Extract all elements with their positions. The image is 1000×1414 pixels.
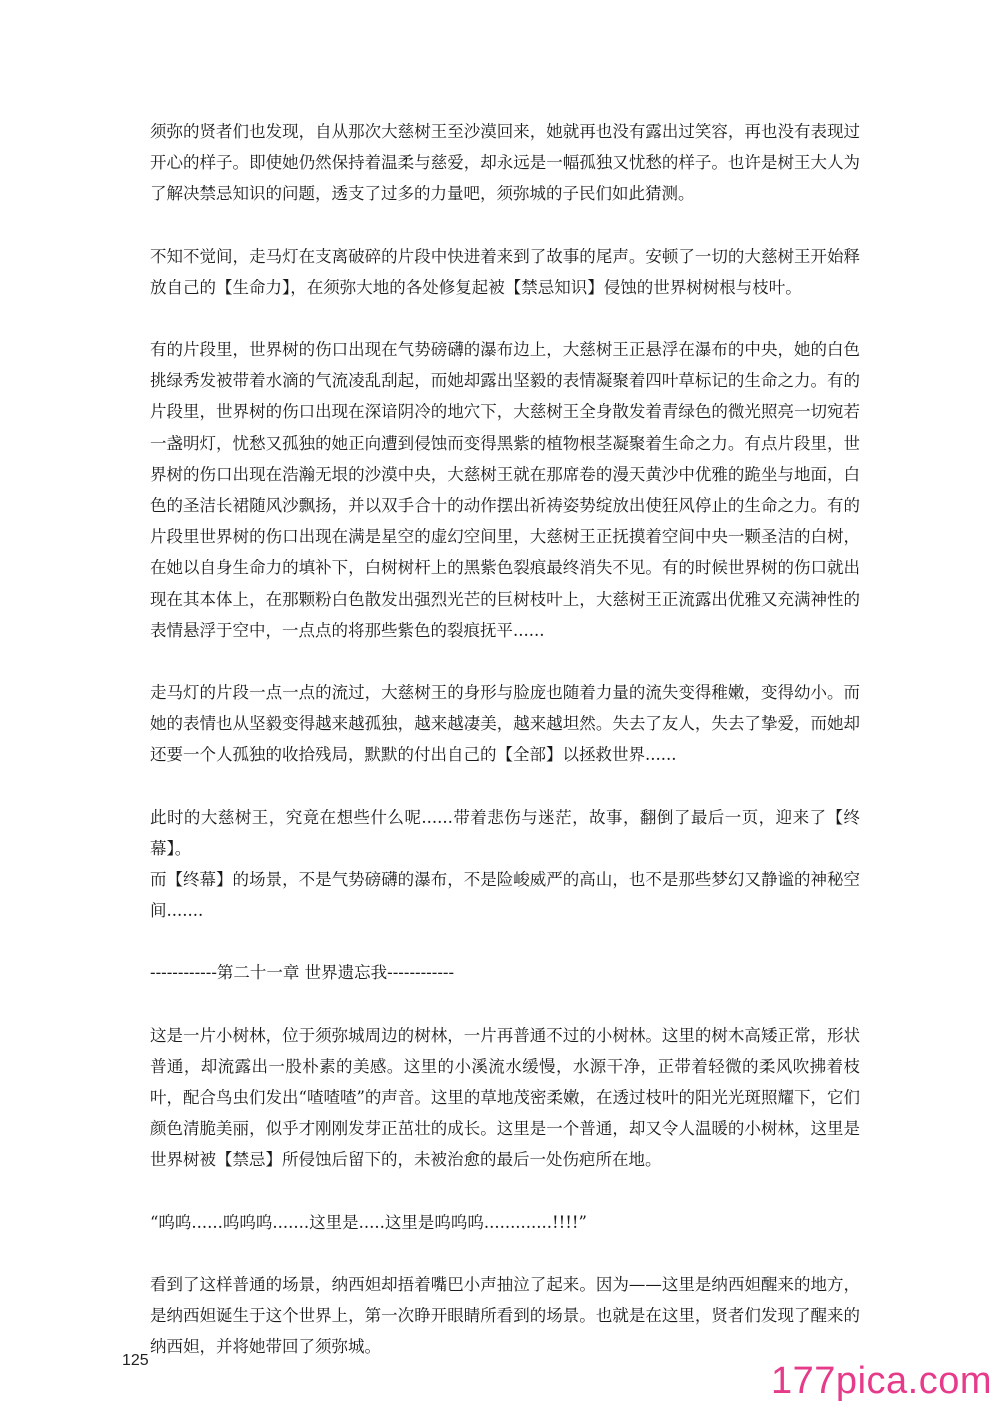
watermark: 177pica.com [771,1360,992,1402]
paragraph-3: 有的片段里，世界树的伤口出现在气势磅礴的瀑布边上，大慈树王正悬浮在瀑布的中央，她的白色挑绿秀发被带着水滴的气流凌乱刮起，而她却露出坚毅的表情凝聚着四叶草标记的生命之力。有的片段里，世界树的伤口出现在深谙阴冷的地穴下，大慈树王全身散发着青绿色的微光照亮一切宛若一盏明灯，忧愁又孤独的她正向遭到侵蚀而变得黑紫的植物根茎凝聚着生命之力。有点片段里，世界树的伤口出现在浩瀚无垠的沙漠中央，大慈树王就在那席卷的漫天黄沙中优雅的跪坐与地面，白色的圣洁长裙随风沙飘扬，并以双手合十的动作摆出祈祷姿势绽放出使狂风停止的生命之力。有的片段里世界树的伤口出现在满是星空的虚幻空间里，大慈树王正抚摸着空间中央一颗圣洁的白树，在她以自身生命力的填补下，白树树杆上的黑紫色裂痕最终消失不见。有的时候世界树的伤口就出现在其本体上，在那颗粉白色散发出强烈光芒的巨树枝叶上，大慈树王正流露出优雅又充满神性的表情悬浮于空中，一点点的将那些紫色的裂痕抚平...... [150,340,860,640]
paragraph-7: 这是一片小树林，位于须弥城周边的树林，一片再普通不过的小树林。这里的树木高矮正常，形状普通，却流露出一股朴素的美感。这里的小溪流水缓慢，水源干净，正带着轻微的柔风吹拂着枝叶，配合鸟虫们发出“喳喳喳”的声音。这里的草地茂密柔嫩，在透过枝叶的阳光光斑照耀下，它们颜色清脆美丽，似乎才刚刚发芽正茁壮的成长。这里是一个普通，却又令人温暖的小树林，这里是世界树被【禁忌】所侵蚀后留下的，未被治愈的最后一处伤疤所在地。 [150,1025,860,1170]
dialogue-line: “呜呜......呜呜呜.......这里是.....这里是呜呜呜.............!!!!” [150,1212,587,1232]
paragraph-5: 此时的大慈树王，究竟在想些什么呢......带着悲伤与迷茫，故事，翻倒了最后一页，迎来了【终幕】。 [150,807,860,858]
paragraph-1: 须弥的贤者们也发现，自从那次大慈树王至沙漠回来，她就再也没有露出过笑容，再也没有表现过开心的样子。即使她仍然保持着温柔与慈爱，却永远是一幅孤独又忧愁的样子。也许是树王大人为了解决禁忌知识的问题，透支了过多的力量吧，须弥城的子民们如此猜测。 [150,122,860,204]
page-number: 125 [122,1352,149,1369]
paragraph-4: 走马灯的片段一点一点的流过，大慈树王的身形与脸庞也随着力量的流失变得稚嫩，变得幼小。而她的表情也从坚毅变得越来越孤独，越来越凄美，越来越坦然。失去了友人，失去了挚爱，而她却还要一个人孤独的收拾残局，默默的付出自己的【全部】以拯救世界...... [150,683,860,765]
paragraph-6: 而【终幕】的场景，不是气势磅礴的瀑布，不是险峻威严的高山，也不是那些梦幻又静谧的神秘空间....... [150,870,860,921]
paragraph-8: 看到了这样普通的场景，纳西妲却捂着嘴巴小声抽泣了起来。因为——这里是纳西妲醒来的地方，是纳西妲诞生于这个世界上，第一次睁开眼睛所看到的场景。也就是在这里，贤者们发现了醒来的纳西妲，并将她带回了须弥城。 [150,1274,860,1357]
paragraph-2: 不知不觉间，走马灯在支离破碎的片段中快进着来到了故事的尾声。安顿了一切的大慈树王开始释放自己的【生命力】，在须弥大地的各处修复起被【禁忌知识】侵蚀的世界树树根与枝叶。 [150,246,860,297]
page-body [150,116,860,1363]
chapter-heading: ------------第二十一章 世界遗忘我------------ [150,963,455,983]
